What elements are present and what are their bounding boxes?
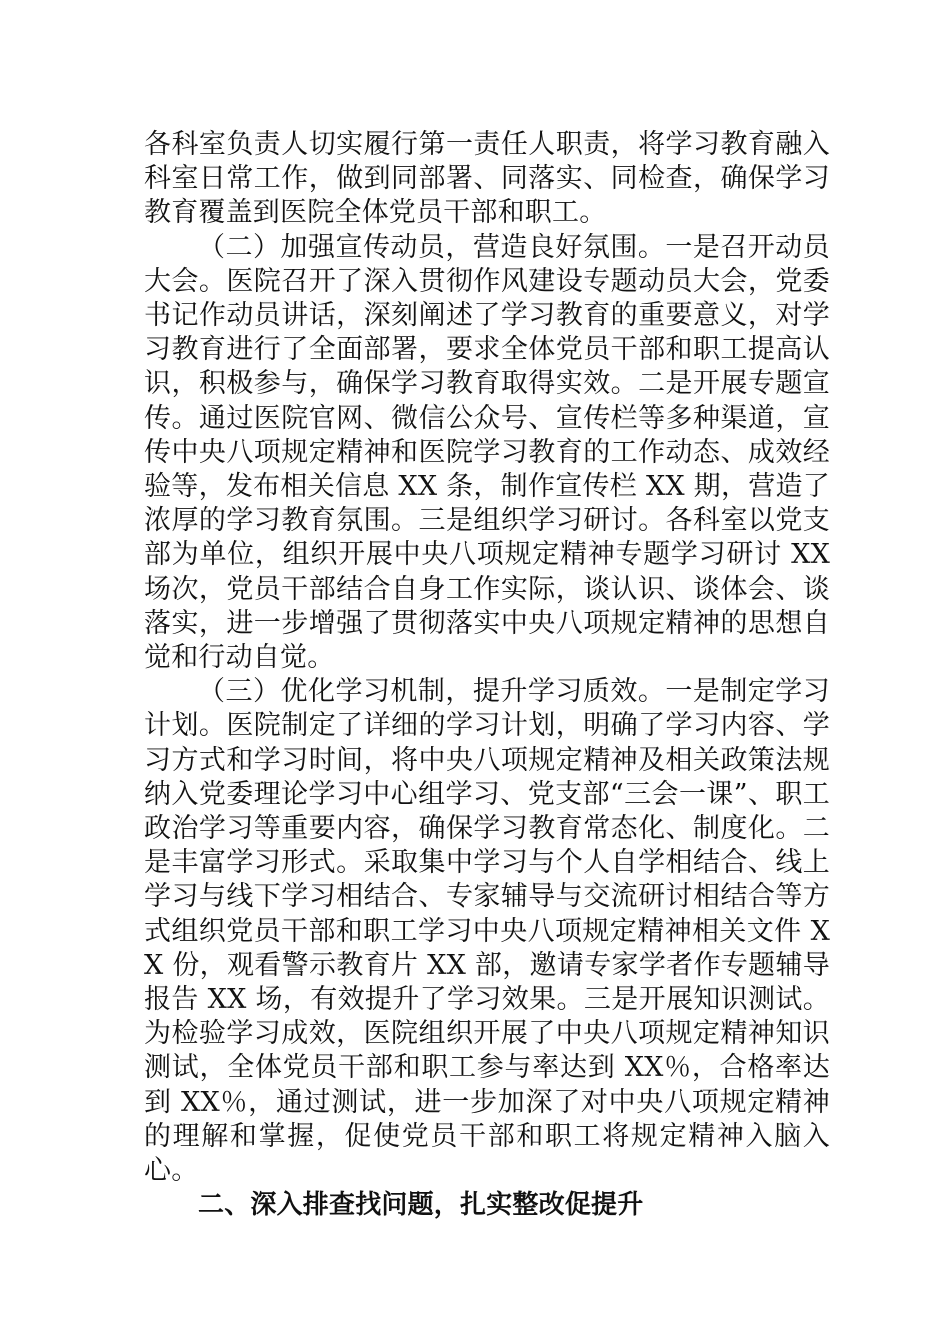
paragraph-publicity: （二）加强宣传动员，营造良好氛围。一是召开动员大会。医院召开了深入贯彻作风建设专题动员大会，党委书记作动员讲话，深刻阐述了学习教育的重要意义，对学习教育进行了全面部署，要求全体党员干部和职工提高认识，积极参与，确保学习教育取得实效。二是开展专题宣传。通过医院官网、微信公众号、宣传栏等多种渠道，宣传中央八项规定精神和医院学习教育的工作动态、成效经验等，发布相关信息 XX 条，制作宣传栏 XX 期，营造了浓厚的学习教育氛围。三是组织学习研讨。各科室以党支部为单位，组织开展中央八项规定精神专题学习研讨 XX 场次，党员干部结合自身工作实际，谈认识、谈体会、谈落实，进一步增强了贯彻落实中央八项规定精神的思想自觉和行动自觉。: [144, 231, 830, 674]
paragraph-learning-mechanism: （三）优化学习机制，提升学习质效。一是制定学习计划。医院制定了详细的学习计划，明确了学习内容、学习方式和学习时间，将中央八项规定精神及相关政策法规纳入党委理论学习中心组学习、党支部“三会一课”、职工政治学习等重要内容，确保学习教育常态化、制度化。二是丰富学习形式。采取集中学习与个人自学相结合、线上学习与线下学习相结合、专家辅导与交流研讨相结合等方式组织党员干部和职工学习中央八项规定精神相关文件 XX 份，观看警示教育片 XX 部，邀请专家学者作专题辅导报告 XX 场，有效提升了学习效果。三是开展知识测试。为检验学习成效，医院组织开展了中央八项规定精神知识测试，全体党员干部和职工参与率达到 XX％，合格率达到 XX％，通过测试，进一步加深了对中央八项规定精神的理解和掌握，促使党员干部和职工将规定精神入脑入心。: [144, 676, 830, 1187]
document-body: [144, 128, 830, 1223]
paragraph-continuation: 各科室负责人切实履行第一责任人职责，将学习教育融入科室日常工作，做到同部署、同落实、同检查，确保学习教育覆盖到医院全体党员干部和职工。: [144, 129, 830, 229]
section-heading: 二、深入排查找问题，扎实整改促提升: [198, 1190, 644, 1221]
